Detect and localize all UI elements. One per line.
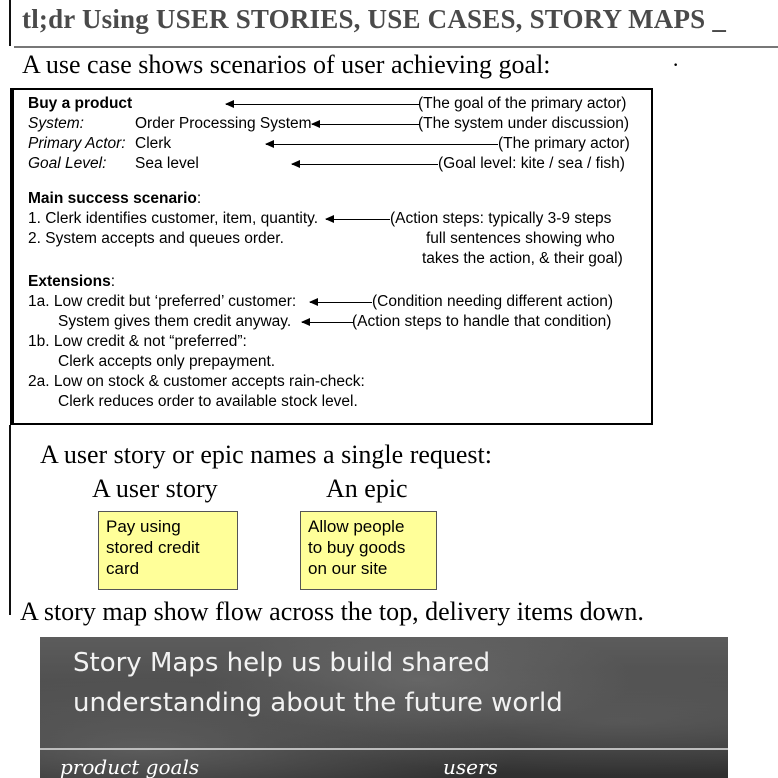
arrow-left-icon [312,124,420,125]
page-title: tl;dr Using USER STORIES, USE CASES, STORY MAPS _ [22,4,727,34]
title-underline [14,46,778,48]
annotation-system: (The system under discussion) [418,115,630,132]
sticky-line: Allow people [308,517,405,536]
extension-1a-action: System gives them credit anyway. [58,313,292,330]
extension-1b: 1b. Low credit & not “preferred”: [28,333,247,350]
extension-note-action: (Action steps to handle that condition) [352,313,612,330]
arrow-left-icon [226,104,420,105]
field-label-system: System: [28,115,84,132]
photo-divider [40,748,728,750]
extensions-heading: Extensions: [28,273,116,290]
sticky-line: Pay using [106,517,181,536]
arrow-left-icon [266,144,498,145]
stray-mark: · [672,52,680,77]
field-label-goal-level: Goal Level: [28,155,107,172]
sticky-line: on our site [308,559,388,578]
field-value-system: Order Processing System [135,115,312,132]
users-label: users [443,755,498,778]
main-scenario-heading: Main success scenario: [28,190,202,207]
annotation-goal-level: (Goal level: kite / sea / fish) [438,155,625,172]
main-note-line-2: full sentences showing who [426,230,615,247]
main-step-2: 2. System accepts and queues order. [28,230,284,247]
use-case-intro: A use case shows scenarios of user achieving goal: [22,50,551,79]
story-map-intro: A story map show flow across the top, delivery items down. [20,597,644,626]
extension-2a-action: Clerk reduces order to available stock level. [58,393,358,410]
epic-sticky-note [300,511,437,590]
extension-note-condition: (Condition needing different action) [372,293,613,310]
use-case-example-box [10,88,653,425]
main-step-1: 1. Clerk identifies customer, item, quantity. [28,210,319,227]
field-value-goal-level: Sea level [135,155,199,172]
story-map-photo [40,637,728,778]
user-story-sticky-note [98,511,238,590]
photo-caption-line: understanding about the future world [73,688,563,718]
arrow-left-icon [310,302,372,303]
photo-caption [73,643,693,723]
user-story-intro: A user story or epic names a single request: [40,440,492,469]
extension-2a: 2a. Low on stock & customer accepts rain-check: [28,373,365,390]
photo-caption-line: Story Maps help us build shared [73,648,491,678]
arrow-left-icon [302,322,354,323]
sticky-line: to buy goods [308,538,406,557]
main-note-line-3: takes the action, & their goal) [422,250,623,267]
main-note-line-1: (Action steps: typically 3-9 steps [390,210,612,227]
extension-1a: 1a. Low credit but ‘preferred’ customer: [28,293,297,310]
annotation-goal: (The goal of the primary actor) [418,95,627,112]
sticky-line: card [106,559,140,578]
field-value-actor: Clerk [135,135,172,152]
extension-1b-action: Clerk accepts only prepayment. [58,353,276,370]
use-case-title: Buy a product [28,95,133,112]
annotation-actor: (The primary actor) [498,135,630,152]
epic-label: An epic [326,474,408,503]
left-margin-rule [9,425,11,615]
field-label-actor: Primary Actor: [28,135,126,152]
user-story-label: A user story [92,474,218,503]
arrow-left-icon [326,219,390,220]
left-margin-rule [9,0,11,46]
product-goals-label: product goals [60,755,200,778]
arrow-left-icon [292,164,438,165]
sticky-line: stored credit [106,538,200,557]
